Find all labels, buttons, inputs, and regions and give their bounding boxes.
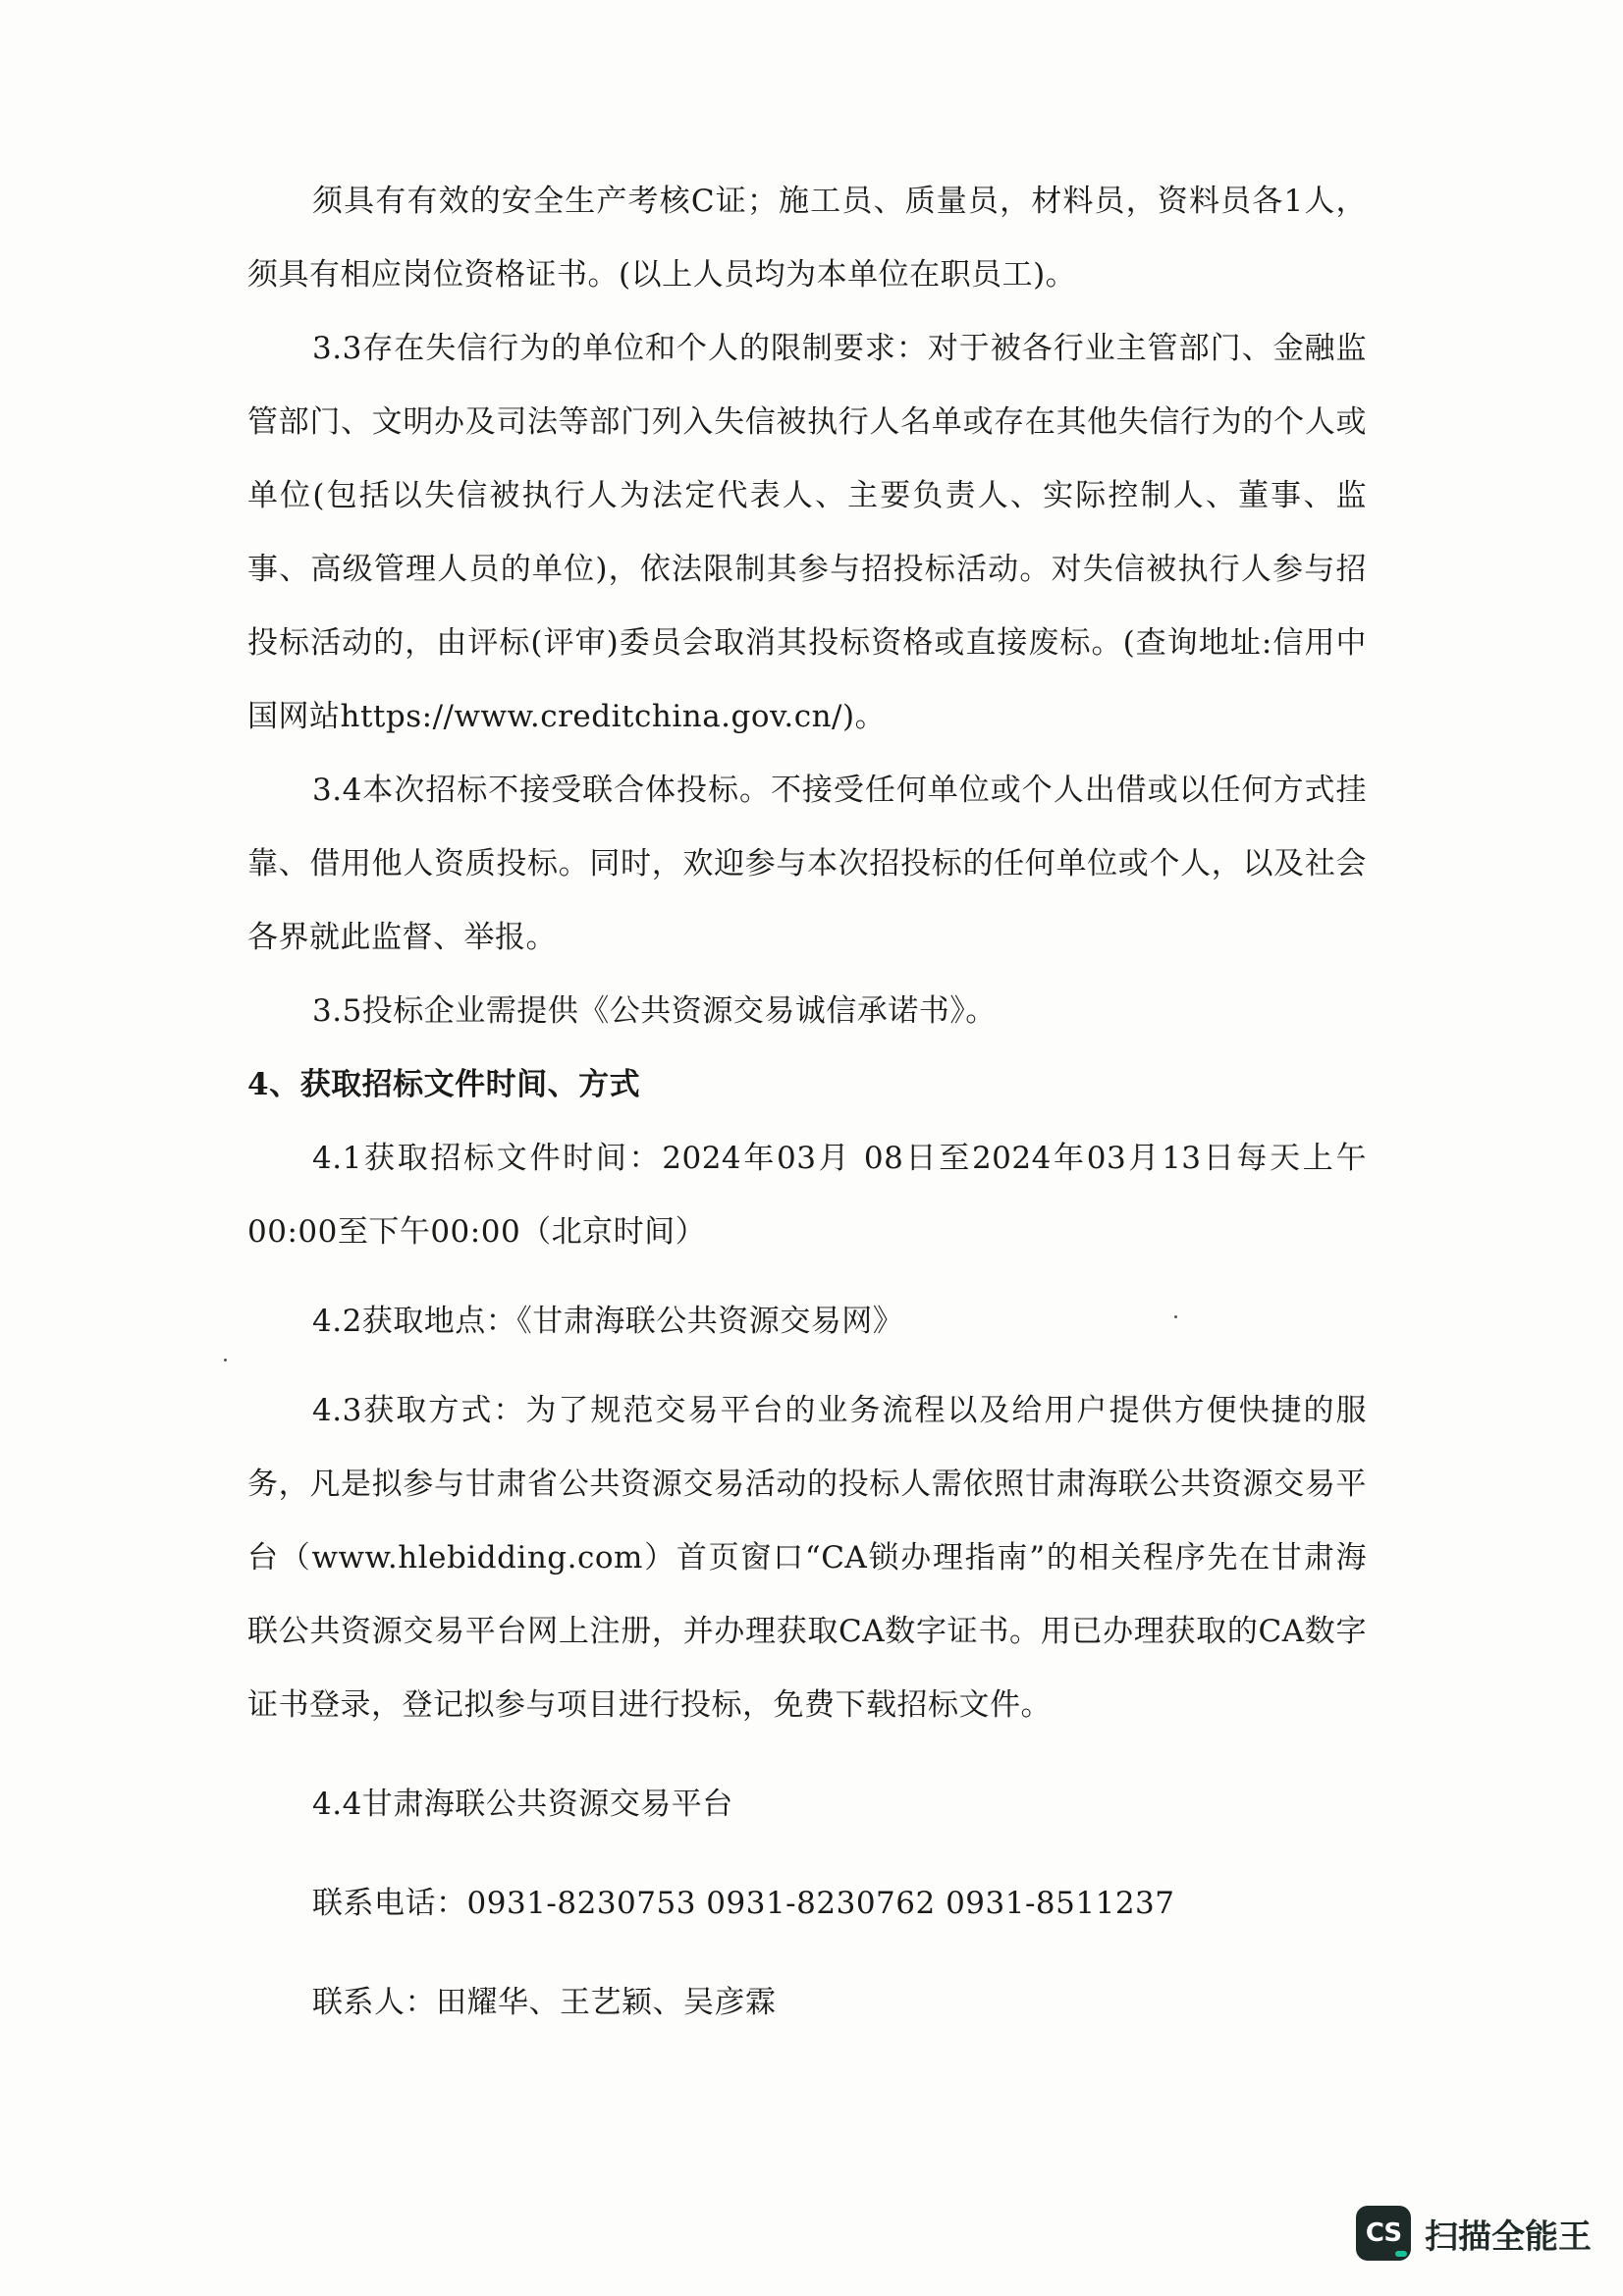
paragraph-obtain-method: 4.3获取方式：为了规范交易平台的业务流程以及给用户提供方便快捷的服务，凡是拟参与甘肃省公共资源交易活动的投标人需依照甘肃海联公共资源交易平台（www.hlebidding.com）首页窗口“CA锁办理指南”的相关程序先在甘肃海联公共资源交易平台网上注册，并办理获取CA数字证书。用已办理获取的CA数字证书登录，登记拟参与项目进行投标，免费下载招标文件。 <box>247 1393 1367 1723</box>
paragraph-integrity-commitment: 3.5投标企业需提供《公共资源交易诚信承诺书》。 <box>312 993 997 1029</box>
paragraph-contact-person: 联系人：田耀华、王艺颖、吴彦霖 <box>312 1985 777 2020</box>
watermark-app-name: 扫描全能王 <box>1425 2216 1592 2257</box>
paragraph-credit-restriction: 3.3存在失信行为的单位和个人的限制要求：对于被各行业主管部门、金融监管部门、文明办及司法等部门列入失信被执行人名单或存在其他失信行为的个人或单位(包括以失信被执行人为法定代表人、主要负责人、实际控制人、董事、监事、高级管理人员的单位)，依法限制其参与招投标活动。对失信被执行人参与招投标活动的，由评标(评审)委员会取消其投标资格或直接废标。(查询地址:信用中国网站https://www.creditchina.gov.cn/)。 <box>247 331 1367 734</box>
scan-speck <box>1174 1315 1177 1318</box>
paragraph-obtain-location: 4.2获取地点：《甘肃海联公共资源交易网》 <box>312 1304 904 1339</box>
paragraph-staff-requirements: 须具有有效的安全生产考核C证；施工员、质量员，材料员，资料员各1人，须具有相应岗位资格证书。(以上人员均为本单位在职员工)。 <box>247 184 1367 293</box>
camscanner-logo-icon: CS <box>1356 2206 1411 2261</box>
section-heading-obtain-documents: 4、获取招标文件时间、方式 <box>247 1067 641 1102</box>
paragraph-no-consortium: 3.4本次招标不接受联合体投标。不接受任何单位或个人出借或以任何方式挂靠、借用他人资质投标。同时，欢迎参与本次招投标的任何单位或个人，以及社会各界就此监督、举报。 <box>247 773 1367 955</box>
scan-speck <box>224 1359 227 1362</box>
paragraph-contact-phone: 联系电话：0931-8230753 0931-8230762 0931-8511237 <box>312 1886 1175 1921</box>
document-body <box>247 165 1367 2040</box>
paragraph-obtain-time: 4.1获取招标文件时间：2024年03月 08日至2024年03月13日每天上午00:00至下午00:00（北京时间） <box>247 1141 1367 1250</box>
scanner-watermark <box>1356 2206 1592 2261</box>
paragraph-platform-name: 4.4甘肃海联公共资源交易平台 <box>312 1787 733 1822</box>
